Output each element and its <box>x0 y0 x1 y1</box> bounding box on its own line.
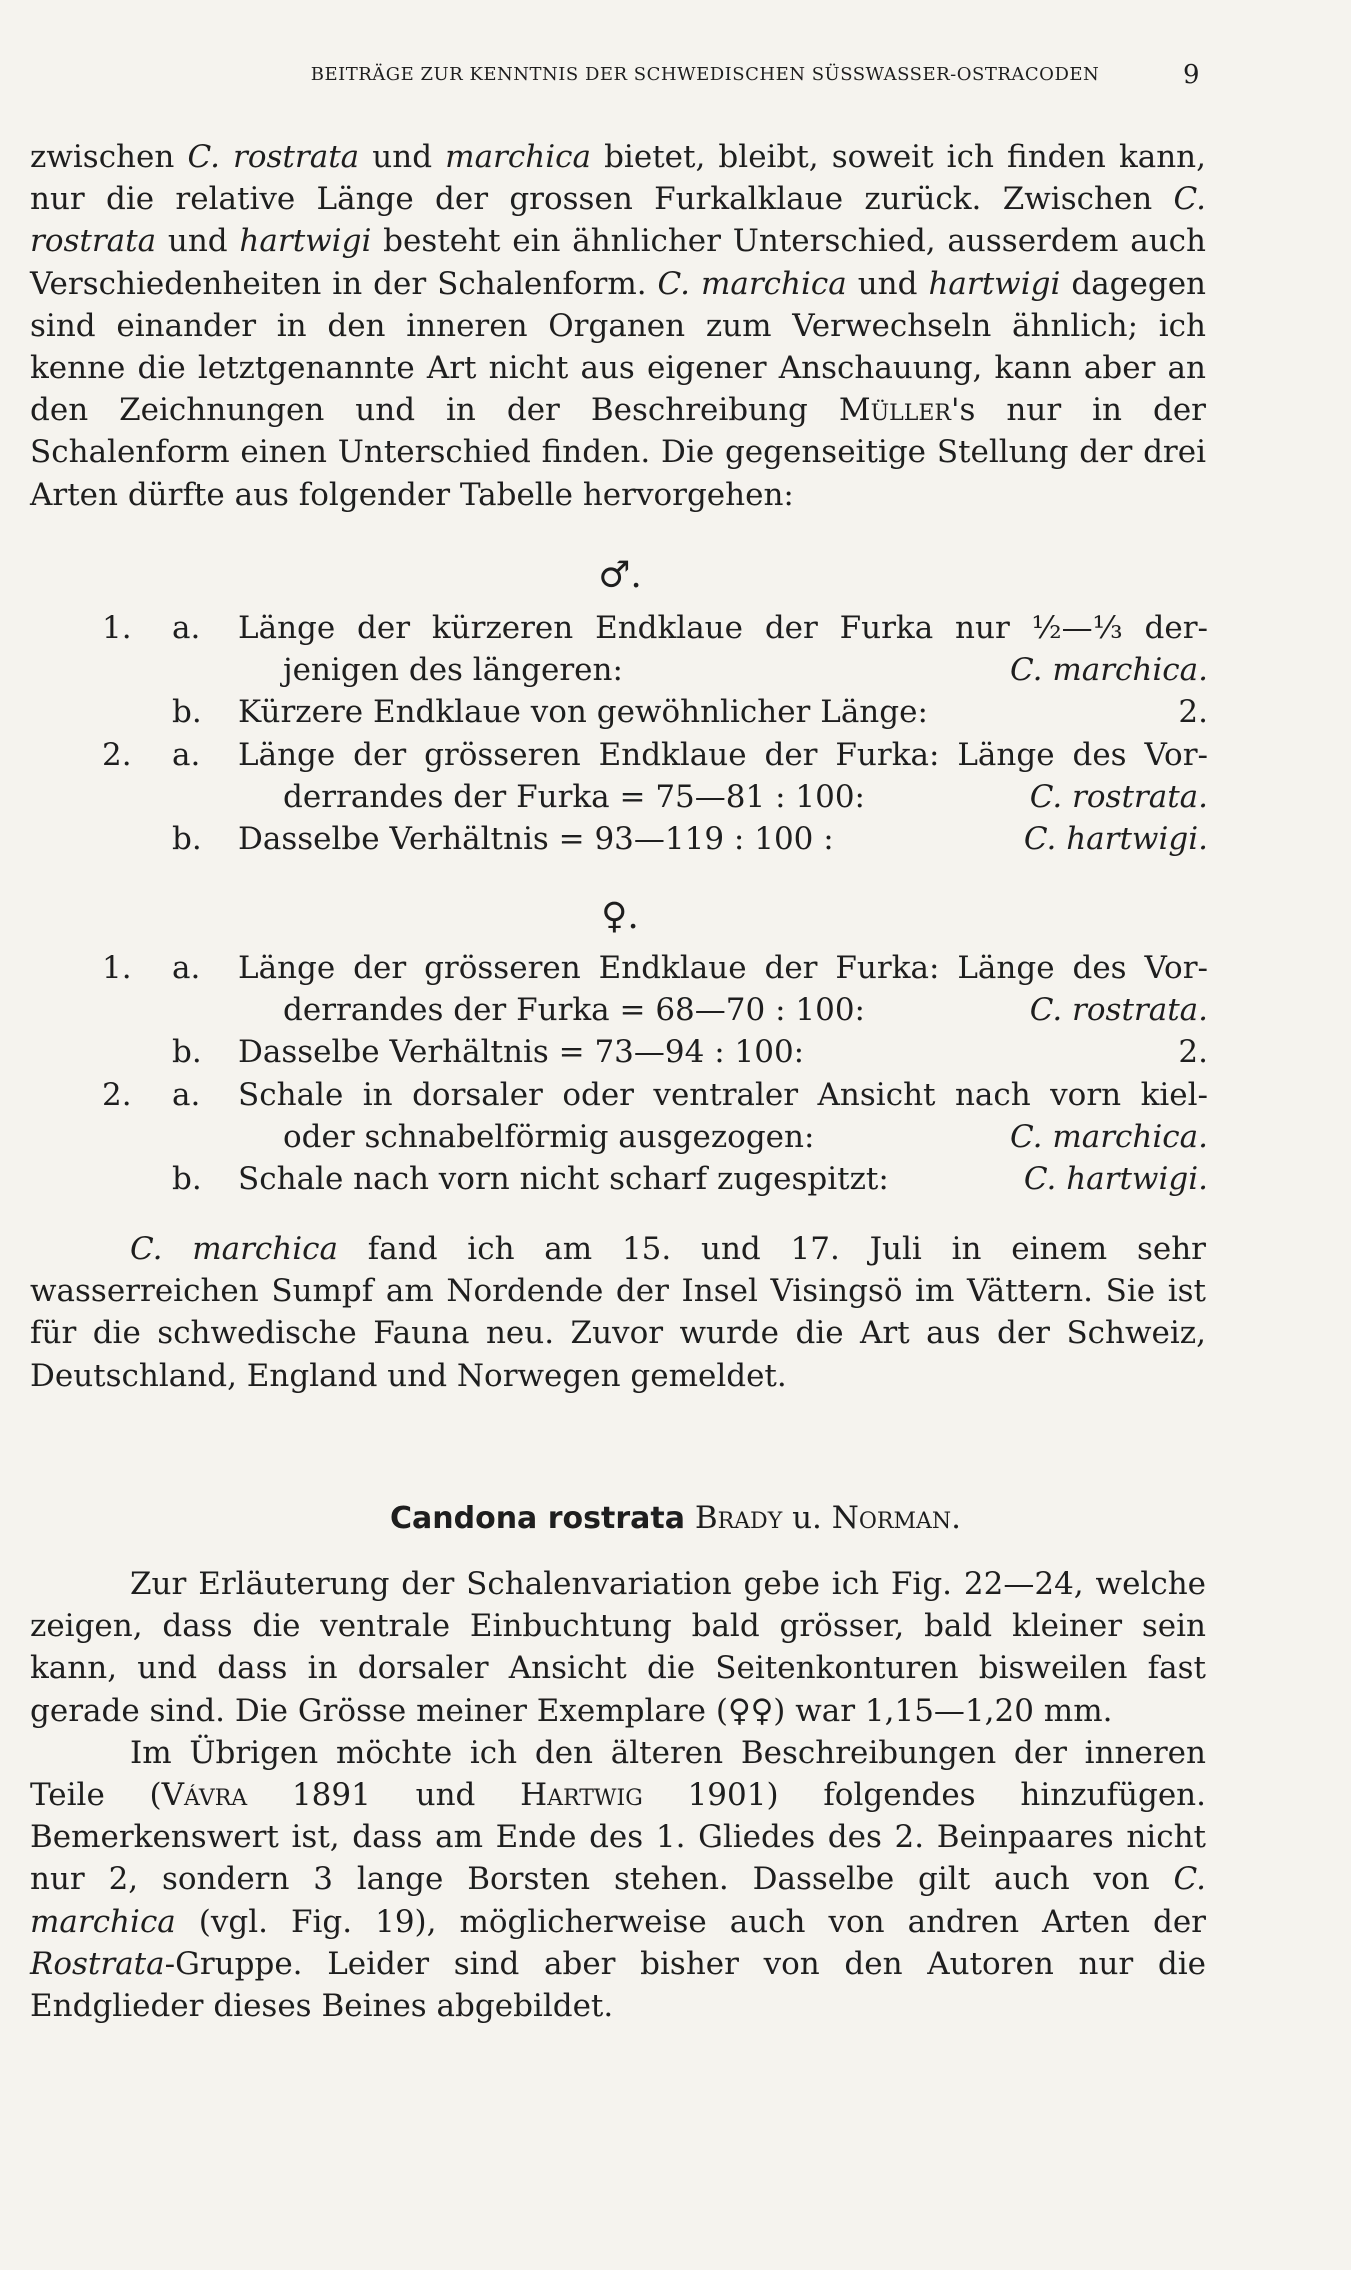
species-name: C. rostrata <box>187 139 360 175</box>
key-text-line: Länge der grösseren Endklaue der Furka: Länge des Vor- <box>238 950 1208 986</box>
text-run: 's nur in der Schalenform einen Unterschied finden. Die gegenseitige Stellung der drei Arten dürfte aus folgender Tabelle hervorgehen: <box>30 392 1206 513</box>
key-letter: a. <box>172 610 201 646</box>
text-run: fand ich am 15. und 17. Juli in einem sehr wasserreichen Sumpf am Nordende der Insel Visingsö im Vättern. Sie ist für die schwedische Fauna neu. Zuvor wurde die Art aus der Schweiz, Deutschland, England und Norwegen gemeldet. <box>30 1231 1206 1394</box>
species-name: marchica <box>445 139 591 175</box>
key-text: derrandes der Furka = 75—81 : 100: <box>283 778 865 815</box>
key-row <box>0 947 1351 989</box>
species-name: hartwigi <box>239 223 372 260</box>
key-result: C. rostrata. <box>1029 778 1208 815</box>
key-text-line: Länge der grösseren Endklaue der Furka: Länge des Vor- <box>238 736 1208 773</box>
paragraph-2 <box>30 1228 1206 1397</box>
key-number: 1. <box>102 610 132 646</box>
section-author: Brady <box>694 1500 783 1536</box>
paragraph-3-text: Zur Erläuterung der Schalenvariation gebe ich Fig. 22—24, welche zeigen, dass die ventrale Einbuchtung bald grösser, bald kleiner sein kann, und dass in dorsaler Ansicht die Seitenkonturen bisweilen fast gerade sind. Die Grösse meiner Exemplare (♀♀) war 1,15—1,20 mm. <box>30 1566 1206 1729</box>
key-text: Dasselbe Verhältnis = 93—119 : 100 : <box>238 820 834 857</box>
key-result: C. hartwigi. <box>1023 1160 1208 1197</box>
key-letter: b. <box>172 820 202 857</box>
paragraph-1 <box>30 136 1206 516</box>
key-text <box>238 734 1208 776</box>
text-run: besteht ein ähnlicher Unterschied, ausserdem auch Verschiedenheiten in der Schalenform. <box>30 223 1206 302</box>
key-table-female <box>0 947 1351 1200</box>
key-letter: a. <box>172 1076 201 1113</box>
key-row <box>0 1031 1351 1073</box>
key-result: 2. <box>1178 694 1208 731</box>
key-letter: b. <box>172 694 202 731</box>
key-number: 1. <box>102 950 132 986</box>
key-row <box>0 691 1351 733</box>
text-run: zwischen <box>30 139 188 175</box>
text-run: Im Übrigen möchte ich den älteren Beschreibungen der inneren Teile ( <box>30 1734 1206 1814</box>
key-text: Dasselbe Verhältnis = 73—94 : 100: <box>238 1034 805 1071</box>
key-row <box>0 776 1351 818</box>
key-letter: a. <box>172 950 201 986</box>
paragraph-2-text <box>30 1228 1206 1397</box>
author-name: Hartwig <box>520 1777 643 1814</box>
section-genus: Candona rostrata <box>389 1501 685 1536</box>
key-text: Schale nach vorn nicht scharf zugespitzt: <box>238 1160 889 1197</box>
key-result: C. marchica. <box>1010 1118 1208 1155</box>
text-run: 1901) folgendes hinzufügen. Bemerkenswert ist, dass am Ende des 1. Gliedes des 2. Beinpaares nicht nur 2, sondern 3 lange Borsten stehen. Dasselbe gilt auch von <box>30 1777 1206 1898</box>
author-name: Vávra <box>161 1777 248 1814</box>
key-result: 2. <box>1178 1034 1208 1071</box>
text-run: (vgl. Fig. 19), möglicherweise auch von andren Arten der <box>175 1903 1206 1940</box>
female-symbol: ♀. <box>601 896 639 937</box>
key-text: jenigen des längeren: <box>283 652 623 689</box>
section-conj: u. <box>782 1500 832 1536</box>
species-name: C. marchica <box>30 1861 1206 1940</box>
key-table-male <box>0 607 1351 860</box>
text-run: und <box>846 265 929 302</box>
key-row <box>0 1074 1351 1116</box>
key-result: C. rostrata. <box>1029 992 1208 1029</box>
key-row <box>0 649 1351 691</box>
key-row <box>0 818 1351 860</box>
species-name: hartwigi <box>928 265 1061 302</box>
key-result: C. hartwigi. <box>1023 820 1208 857</box>
group-name: Rostrata <box>30 1945 165 1982</box>
species-name: C. marchica <box>130 1231 339 1267</box>
key-letter: b. <box>172 1160 202 1197</box>
text-run: und <box>359 139 446 175</box>
section-title <box>0 1500 1351 1536</box>
author-name: Müller <box>838 392 952 429</box>
key-text: derrandes der Furka = 68—70 : 100: <box>283 992 865 1029</box>
running-header: BEITRÄGE ZUR KENNTNIS DER SCHWEDISCHEN SÜSSWASSER-OSTRACODEN <box>310 64 1100 85</box>
key-number: 2. <box>102 1076 132 1113</box>
key-text: Kürzere Endklaue von gewöhnlicher Länge: <box>238 694 928 731</box>
key-result: C. marchica. <box>1010 652 1208 689</box>
key-text-line: Länge der kürzeren Endklaue der Furka nur ½—⅓ der- <box>238 610 1208 646</box>
key-row <box>0 607 1351 649</box>
key-row <box>0 734 1351 776</box>
paragraph-1-text <box>30 136 1206 516</box>
text-run: und <box>156 223 240 260</box>
page-number: 9 <box>1183 60 1200 90</box>
key-text <box>238 1074 1208 1116</box>
section-author: Norman. <box>831 1500 962 1536</box>
text-run: -Gruppe. Leider sind aber bisher von den Autoren nur die Endglieder dieses Beines abgebildet. <box>30 1945 1206 2025</box>
key-row <box>0 1158 1351 1200</box>
key-number: 2. <box>102 736 132 773</box>
text-run: 1891 und <box>247 1777 521 1814</box>
key-text-line: Schale in dorsaler oder ventraler Ansicht nach vorn kiel- <box>238 1076 1208 1113</box>
text-run: bietet, bleibt, soweit ich finden kann, nur die relative Länge der grossen Furkalklaue zurück. Zwischen <box>30 139 1207 218</box>
key-row <box>0 989 1351 1031</box>
key-letter: b. <box>172 1034 202 1071</box>
text-run: dagegen sind einander in den inneren Organen zum Verwechseln ähnlich; ich kenne die letztgenannte Art nicht aus eigener Anschauung, kann aber an den Zeichnungen und in der Beschreibung <box>30 265 1207 429</box>
paragraph-4-text <box>30 1732 1206 2027</box>
male-symbol: ♂. <box>598 555 642 596</box>
species-name: C. marchica <box>657 265 847 302</box>
key-letter: a. <box>172 736 201 773</box>
key-text <box>238 947 1208 989</box>
key-row <box>0 1116 1351 1158</box>
key-text: oder schnabelförmig ausgezogen: <box>283 1118 815 1155</box>
species-name: C. rostrata <box>30 181 1206 260</box>
paragraph-3 <box>30 1563 1206 2027</box>
key-text <box>238 607 1208 649</box>
